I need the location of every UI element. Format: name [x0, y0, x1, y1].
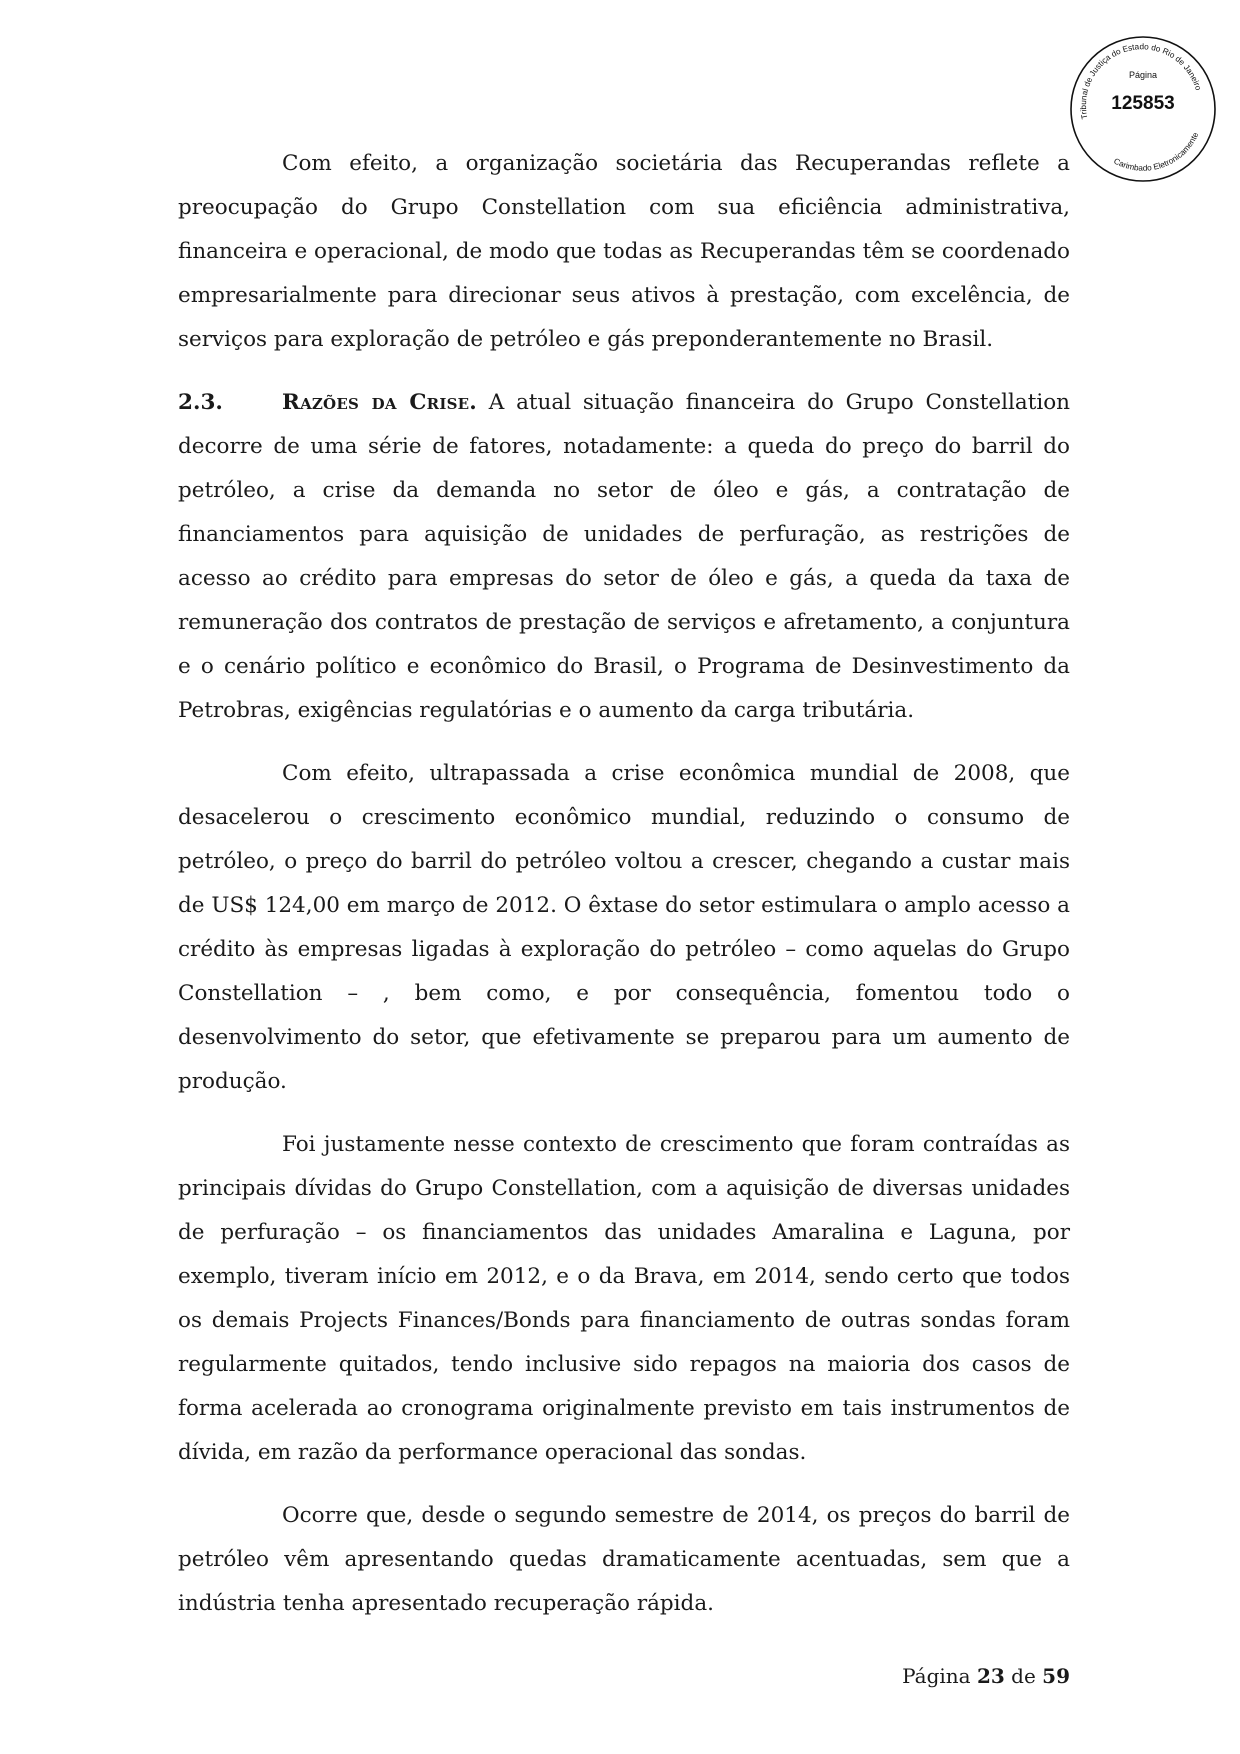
stamp-ring-bottom-text: Carimbado Eletronicamente	[1112, 130, 1201, 173]
section-title: Razões da Crise.	[282, 390, 477, 415]
stamp-ring-top-text: Tribunal de Justiça do Estado do Rio de Janeiro	[1078, 42, 1203, 120]
document-body	[178, 142, 1070, 1626]
section-razoes-da-crise	[178, 381, 1070, 733]
paragraph-organizacao: Com efeito, a organização societária das Recuperandas reflete a preocupação do Grupo Constellation com sua eficiência administrativa, financeira e operacional, de modo que todas as Recuperandas têm se coordenado empresarialmente para direcionar seus ativos à prestação, com excelência, de serviços para exploração de petróleo e gás preponderantemente no Brasil.	[178, 151, 1070, 352]
footer-current-page: 23	[976, 1664, 1005, 1688]
footer-middle: de	[1004, 1664, 1043, 1688]
footer-prefix: Página	[902, 1664, 977, 1688]
paragraph-dividas: Foi justamente nesse contexto de crescimento que foram contraídas as principais dívidas do Grupo Constellation, com a aquisição de diversas unidades de perfuração – os financiamentos das unidades Amaralina e Laguna, por exemplo, tiveram início em 2012, e o da Brava, em 2014, sendo certo que todos os demais Projects Finances/Bonds para financiamento de outras sondas foram regularmente quitados, tendo inclusive sido repagos na maioria dos casos de forma acelerada ao cronograma originalmente previsto em tais instrumentos de dívida, em razão da performance operacional das sondas.	[178, 1132, 1070, 1465]
stamp-number: 125853	[1111, 93, 1175, 114]
paragraph-crise-2008: Com efeito, ultrapassada a crise econômica mundial de 2008, que desacelerou o crescimento econômico mundial, reduzindo o consumo de petróleo, o preço do barril do petróleo voltou a crescer, chegando a custar mais de US$ 124,00 em março de 2012. O êxtase do setor estimulara o amplo acesso a crédito às empresas ligadas à exploração do petróleo – como aquelas do Grupo Constellation – , bem como, e por consequência, fomentou todo o desenvolvimento do setor, que efetivamente se preparou para um aumento de produção.	[178, 761, 1070, 1094]
stamp-label: Página	[1128, 70, 1158, 80]
section-number: 2.3.	[178, 390, 223, 415]
page-footer	[902, 1664, 1070, 1688]
court-stamp	[1068, 34, 1218, 184]
paragraph-precos-2014: Ocorre que, desde o segundo semestre de 2014, os preços do barril de petróleo vêm apresentando quedas dramaticamente acentuadas, sem que a indústria tenha apresentado recuperação rápida.	[178, 1503, 1070, 1616]
footer-total-pages: 59	[1042, 1664, 1070, 1688]
section-body: A atual situação financeira do Grupo Constellation decorre de uma série de fatores, notadamente: a queda do preço do barril do petróleo, a crise da demanda no setor de óleo e gás, a contratação de financiamentos para aquisição de unidades de perfuração, as restrições de acesso ao crédito para empresas do setor de óleo e gás, a queda da taxa de remuneração dos contratos de prestação de serviços e afretamento, a conjuntura e o cenário político e econômico do Brasil, o Programa de Desinvestimento da Petrobras, exigências regulatórias e o aumento da carga tributária.	[178, 390, 1071, 723]
